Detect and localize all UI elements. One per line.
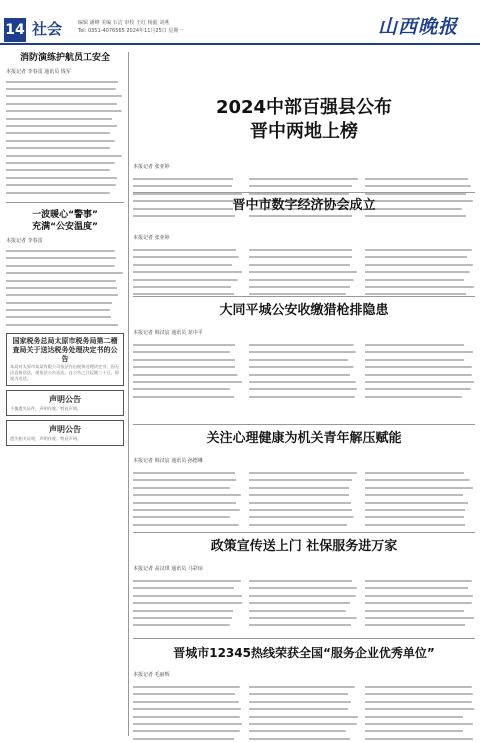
text-line — [249, 291, 359, 298]
article-hotline-award-body — [133, 683, 475, 742]
text-line — [133, 521, 243, 528]
text-line — [365, 499, 475, 506]
text-line — [133, 492, 243, 499]
article-hotline-award-byline: 本报记者 毛丽辉 — [133, 672, 170, 678]
page-header — [0, 0, 480, 44]
header-info-date: Tel: 0351-4076565 2024年11月25日 星期一 — [78, 28, 184, 34]
text-line — [133, 393, 243, 400]
statement-text-2: 遗失相关证明，声明作废。特此声明。 — [10, 435, 82, 441]
text-line — [365, 607, 475, 614]
text-line — [133, 683, 243, 690]
text-line — [133, 713, 243, 720]
section-name: 社会 — [32, 20, 63, 38]
article-social-security-byline: 本报记者 高汉琪 通讯员 马彩琼 — [133, 566, 203, 572]
text-line — [249, 698, 359, 705]
header-rule — [0, 43, 480, 45]
article-gun-collection-title: 大同平城公安收缴猎枪排隐患 — [219, 303, 389, 318]
divider-1 — [133, 192, 475, 193]
text-line — [6, 108, 124, 115]
divider-5 — [133, 638, 475, 639]
text-line — [6, 137, 124, 144]
text-line — [133, 276, 243, 283]
text-line — [249, 378, 359, 385]
text-line — [365, 183, 475, 190]
text-line — [249, 577, 359, 584]
text-line — [249, 713, 359, 720]
article-top-counties-title-1: 2024中部百强县公布 — [215, 97, 393, 118]
text-line — [6, 181, 124, 188]
article-hotline-award — [133, 644, 475, 742]
text-line — [365, 691, 475, 698]
text-line — [133, 175, 243, 182]
text-line — [365, 614, 475, 621]
text-line — [133, 484, 243, 491]
text-line — [6, 152, 124, 159]
article-social-security-body — [133, 577, 475, 629]
text-line — [365, 276, 475, 283]
text-line — [365, 720, 475, 727]
column-divider — [128, 52, 129, 736]
left-article-1-title: 消防演练护航员工安全 — [19, 53, 110, 63]
text-line — [133, 246, 243, 253]
text-line — [365, 283, 475, 290]
text-line — [365, 728, 475, 735]
text-line — [133, 728, 243, 735]
text-line — [133, 600, 243, 607]
text-line — [249, 607, 359, 614]
text-line — [133, 283, 243, 290]
text-line — [6, 189, 124, 196]
text-line — [365, 706, 475, 713]
statement-text-1: 不慎遗失证件，声明作废。特此声明。 — [10, 405, 82, 411]
tax-notice-box — [6, 333, 124, 386]
text-line — [133, 254, 243, 261]
text-line — [6, 262, 124, 269]
text-line — [249, 691, 359, 698]
text-line — [133, 592, 243, 599]
text-line — [249, 585, 359, 592]
text-line — [133, 356, 243, 363]
text-line — [6, 93, 124, 100]
text-line — [365, 364, 475, 371]
text-line — [249, 276, 359, 283]
text-line — [365, 585, 475, 592]
text-line — [133, 720, 243, 727]
text-line — [365, 254, 475, 261]
text-line — [6, 85, 124, 92]
text-line — [365, 600, 475, 607]
text-line — [249, 506, 359, 513]
text-line — [133, 614, 243, 621]
text-line — [365, 713, 475, 720]
text-line — [365, 341, 475, 348]
text-line — [133, 607, 243, 614]
text-line — [365, 484, 475, 491]
masthead-logo: 山西晚报 — [377, 16, 458, 38]
text-line — [365, 577, 475, 584]
text-line — [133, 291, 243, 298]
text-line — [6, 277, 124, 284]
text-line — [365, 393, 475, 400]
text-line — [249, 269, 359, 276]
text-line — [6, 321, 124, 328]
article-digital-economy-title: 晋中市数字经济协会成立 — [232, 198, 376, 213]
text-line — [6, 292, 124, 299]
text-line — [6, 122, 124, 129]
divider-3 — [133, 424, 475, 425]
left-article-1-byline: 本报记者 李春雷 通讯员 钱军 — [6, 69, 71, 75]
text-line — [249, 484, 359, 491]
text-line — [133, 477, 243, 484]
divider-4 — [133, 532, 475, 533]
text-line — [6, 284, 124, 291]
text-line — [249, 349, 359, 356]
text-line — [365, 261, 475, 268]
text-line — [133, 386, 243, 393]
article-mental-health — [133, 430, 475, 529]
text-line — [249, 477, 359, 484]
text-line — [365, 386, 475, 393]
text-line — [133, 261, 243, 268]
text-line — [249, 341, 359, 348]
text-line — [249, 735, 359, 742]
text-line — [249, 600, 359, 607]
text-line — [6, 167, 124, 174]
divider-2 — [133, 296, 475, 297]
text-line — [249, 183, 359, 190]
article-digital-economy-body — [133, 246, 475, 298]
text-line — [365, 514, 475, 521]
header-info-editors: 编辑 潘峰 美编 石洁 审校 王红 杨毅 刘燕 — [78, 20, 170, 26]
text-line — [133, 371, 243, 378]
text-line — [6, 115, 124, 122]
text-line — [365, 506, 475, 513]
text-line — [365, 622, 475, 629]
text-line — [133, 577, 243, 584]
text-line — [6, 145, 124, 152]
text-line — [249, 356, 359, 363]
tax-notice-text: 本局对太原市某某有限公司依法作出税务处理决定书，因无法直接送达，现依法公告送达。自公告之日起满三十日，即视为送达。 — [10, 363, 119, 381]
text-line — [6, 174, 124, 181]
text-line — [249, 371, 359, 378]
statement-title-2: 声明公告 — [49, 423, 81, 434]
text-line — [6, 78, 124, 85]
text-line — [133, 469, 243, 476]
tax-notice-title: 国家税务总局太原市税务局第二稽查局关于送达税务处理决定书的公告 — [12, 336, 118, 363]
text-line — [249, 720, 359, 727]
left-column — [6, 52, 124, 446]
text-line — [365, 592, 475, 599]
article-gun-collection — [133, 302, 475, 401]
text-line — [133, 706, 243, 713]
text-line — [6, 306, 124, 313]
text-line — [365, 492, 475, 499]
text-line — [249, 492, 359, 499]
article-digital-economy-byline: 本报记者 张亚婷 — [133, 235, 170, 241]
text-line — [249, 246, 359, 253]
text-line — [249, 393, 359, 400]
text-line — [133, 691, 243, 698]
text-line — [133, 514, 243, 521]
text-line — [133, 364, 243, 371]
text-line — [249, 728, 359, 735]
text-line — [6, 255, 124, 262]
text-line — [365, 477, 475, 484]
text-line — [365, 349, 475, 356]
text-line — [133, 499, 243, 506]
text-line — [133, 183, 243, 190]
text-line — [249, 469, 359, 476]
text-line — [249, 683, 359, 690]
left-article-2-title: 一波暖心“警事” — [32, 210, 98, 221]
text-line — [249, 386, 359, 393]
text-line — [249, 521, 359, 528]
text-line — [133, 378, 243, 385]
article-hotline-award-title: 晋城市12345热线荣获全国“服务企业优秀单位” — [173, 646, 435, 660]
text-line — [365, 175, 475, 182]
page-number: 14 — [4, 18, 26, 42]
text-line — [365, 735, 475, 742]
text-line — [133, 698, 243, 705]
article-digital-economy — [133, 197, 475, 298]
text-line — [6, 299, 124, 306]
text-line — [365, 698, 475, 705]
text-line — [365, 378, 475, 385]
text-line — [6, 269, 124, 276]
text-line — [249, 622, 359, 629]
text-line — [133, 585, 243, 592]
article-mental-health-byline: 本报记者 韩汉宸 通讯员 孙德琳 — [133, 458, 203, 464]
left-article-2-byline: 本报记者 李春雷 — [6, 238, 43, 245]
statement-title-1: 声明公告 — [49, 393, 81, 404]
article-social-security — [133, 538, 475, 629]
text-line — [249, 592, 359, 599]
left-article-1-body — [6, 78, 124, 196]
left-article-2-body — [6, 247, 124, 328]
text-line — [249, 254, 359, 261]
text-line — [249, 499, 359, 506]
text-line — [6, 314, 124, 321]
article-social-security-title: 政策宣传送上门 社保服务进万家 — [210, 539, 398, 554]
text-line — [249, 175, 359, 182]
text-line — [365, 246, 475, 253]
text-line — [133, 349, 243, 356]
header-info — [78, 19, 278, 35]
text-line — [6, 159, 124, 166]
article-gun-collection-body — [133, 341, 475, 400]
text-line — [133, 506, 243, 513]
article-mental-health-title: 关注心理健康为机关青年解压赋能 — [206, 431, 402, 446]
text-line — [365, 683, 475, 690]
text-line — [249, 514, 359, 521]
text-line — [365, 356, 475, 363]
text-line — [365, 521, 475, 528]
text-line — [249, 706, 359, 713]
text-line — [249, 614, 359, 621]
left-divider — [6, 202, 124, 203]
article-top-counties-byline: 本报记者 张亚婷 — [133, 164, 170, 170]
text-line — [249, 283, 359, 290]
left-article-2-subtitle: 充满“公安温度” — [32, 222, 98, 233]
text-line — [365, 469, 475, 476]
text-line — [365, 371, 475, 378]
text-line — [6, 100, 124, 107]
text-line — [133, 735, 243, 742]
article-gun-collection-byline: 本报记者 韩汉宸 通讯员 龙中平 — [133, 330, 203, 336]
statement-box-1 — [6, 390, 124, 416]
statement-box-2 — [6, 420, 124, 446]
text-line — [249, 261, 359, 268]
text-line — [365, 291, 475, 298]
text-line — [249, 364, 359, 371]
text-line — [6, 130, 124, 137]
text-line — [365, 269, 475, 276]
text-line — [133, 269, 243, 276]
text-line — [133, 622, 243, 629]
text-line — [6, 247, 124, 254]
article-mental-health-body — [133, 469, 475, 528]
article-top-counties-title-2: 晋中两地上榜 — [250, 121, 358, 142]
text-line — [133, 341, 243, 348]
